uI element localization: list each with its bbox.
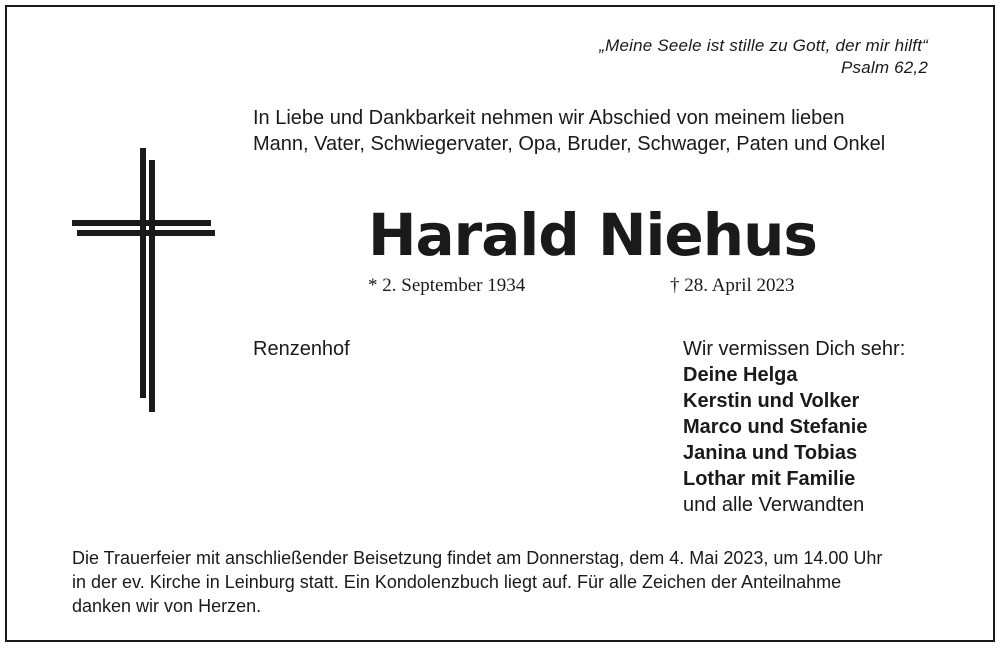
cross-vertical-bar-right <box>149 160 155 412</box>
mourners-closing: und alle Verwandten <box>683 494 865 516</box>
mourners-heading: Wir vermissen Dich sehr: <box>683 338 906 360</box>
cross-horizontal-bar-bottom <box>77 230 215 236</box>
mourner-name: Kerstin und Volker <box>683 390 860 412</box>
intro-line-2: Mann, Vater, Schwiegervater, Opa, Bruder, Schwager, Paten und Onkel <box>253 133 886 155</box>
mourner-name: Marco und Stefanie <box>683 416 868 438</box>
cross-horizontal-bar-top <box>72 220 211 226</box>
quote-reference: Psalm 62,2 <box>840 58 928 77</box>
footer-line-1: Die Trauerfeier mit anschließender Beisetzung findet am Donnerstag, dem 4. Mai 2023, um 14.00 Uhr <box>72 548 883 568</box>
death-date: † 28. April 2023 <box>670 275 795 296</box>
cross-vertical-bar-left <box>140 148 146 398</box>
mourner-name: Janina und Tobias <box>683 442 858 464</box>
bible-quote <box>599 35 928 79</box>
intro-line-1: In Liebe und Dankbarkeit nehmen wir Abschied von meinem lieben <box>253 107 845 129</box>
mourners-list <box>683 336 905 518</box>
mourner-name: Lothar mit Familie <box>683 468 856 490</box>
cross-icon <box>70 148 216 414</box>
place-name: Renzenhof <box>253 338 350 360</box>
quote-text: „Meine Seele ist stille zu Gott, der mir hilft“ <box>599 36 928 55</box>
footer-line-2: in der ev. Kirche in Leinburg statt. Ein Kondolenzbuch liegt auf. Für alle Zeichen der Anteilnahme <box>72 572 842 592</box>
intro-text <box>253 105 885 157</box>
mourner-name: Deine Helga <box>683 364 798 386</box>
funeral-details <box>72 546 882 618</box>
birth-date: * 2. September 1934 <box>368 275 526 296</box>
deceased-name: Harald Niehus <box>368 201 817 269</box>
footer-line-3: danken wir von Herzen. <box>72 596 262 616</box>
